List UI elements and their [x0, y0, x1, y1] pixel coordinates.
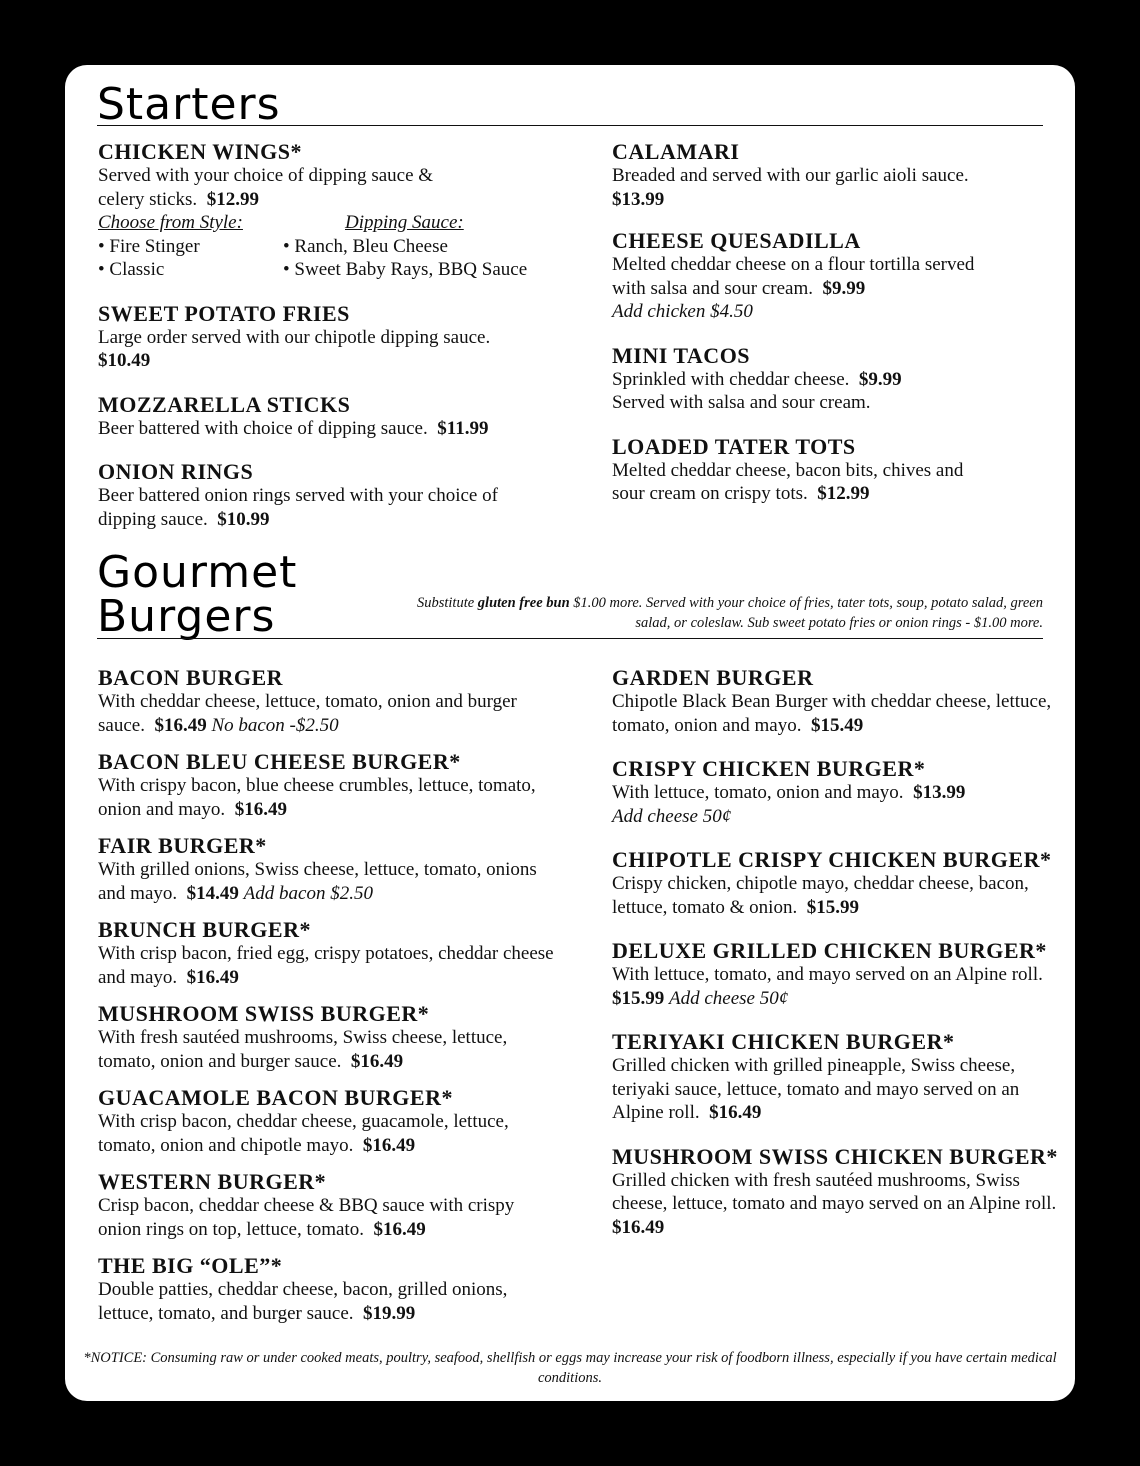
- style-option: • Fire Stinger: [98, 235, 200, 257]
- item-title: LOADED TATER TOTS: [612, 433, 856, 459]
- menu-item: [98, 666, 558, 737]
- menu-item: [612, 757, 1062, 828]
- item-desc-text: Double patties, cheddar cheese, bacon, grilled onions, lettuce, tomato, and burger sauce.: [98, 1279, 508, 1324]
- menu-item: [98, 1170, 558, 1241]
- menu-item: [612, 344, 997, 415]
- style-option: • Classic: [98, 259, 165, 280]
- menu-item: [612, 939, 1062, 1010]
- item-title: CALAMARI: [612, 139, 740, 164]
- item-addon: Add bacon $2.50: [243, 882, 373, 904]
- starters-divider: [97, 125, 1043, 126]
- item-price: $9.99: [822, 277, 866, 299]
- item-title: BACON BLEU CHEESE BURGER*: [98, 749, 461, 774]
- item-price: $16.49: [709, 1102, 762, 1123]
- item-title: DELUXE GRILLED CHICKEN BURGER*: [612, 938, 1047, 963]
- item-desc-text: Beer battered onion rings served with your choice of dipping sauce.: [98, 485, 498, 530]
- item-desc-text: With fresh sautéed mushrooms, Swiss cheese, lettuce, tomato, onion and burger sauce.: [98, 1027, 508, 1072]
- item-title: CHICKEN WINGS*: [98, 139, 303, 164]
- menu-item: [98, 302, 568, 373]
- sauce-header: Dipping Sauce:: [345, 212, 464, 233]
- item-description: [98, 417, 568, 441]
- item-price: $13.99: [612, 188, 665, 210]
- item-desc-text: With crisp bacon, fried egg, crispy potatoes, cheddar cheese and mayo.: [98, 943, 554, 988]
- item-price: $16.49: [350, 1050, 404, 1072]
- item-price: $13.99: [913, 782, 966, 803]
- item-description: [612, 781, 1062, 828]
- item-desc-text: Grilled chicken with grilled pineapple, Swiss cheese, teriyaki sauce, lettuce, tomato and mayo served on an Alpine roll.: [612, 1055, 1020, 1123]
- item-title: BRUNCH BURGER*: [98, 917, 311, 942]
- menu-item: [98, 1086, 558, 1157]
- item-desc-text: celery sticks.: [98, 188, 198, 210]
- menu-item: [612, 848, 1062, 919]
- burgers-right-column: [612, 666, 1062, 1239]
- starters-right-column: [612, 140, 997, 506]
- item-description: [98, 774, 558, 821]
- starters-left-column: [98, 140, 568, 531]
- item-price: $11.99: [437, 417, 489, 439]
- burgers-left-column: [98, 666, 558, 1325]
- item-desc-text: With grilled onions, Swiss cheese, lettuce, tomato, onions and mayo.: [98, 859, 537, 904]
- burgers-title-line1: Gourmet: [97, 547, 298, 598]
- item-title: THE BIG “OLE”*: [98, 1253, 283, 1278]
- item-price: $16.49: [154, 714, 207, 736]
- item-description: [98, 1110, 558, 1157]
- menu-item: [612, 666, 1062, 737]
- item-description: [612, 164, 997, 211]
- menu-item: [612, 1145, 1062, 1240]
- item-desc-text: Crisp bacon, cheddar cheese & BBQ sauce with crispy onion rings on top, lettuce, tomato.: [98, 1195, 515, 1240]
- item-description: [98, 1278, 558, 1325]
- item-desc-text: Served with salsa and sour cream.: [612, 392, 871, 413]
- note-text: $1.00 more. Served with your choice of fries, tater tots, soup, potato salad, green salad, or coleslaw. Sub sweet potato fries or onion rings - $1.00 more.: [573, 595, 1043, 631]
- note-gluten-free: gluten free bun: [477, 595, 570, 611]
- note-text: Substitute: [416, 595, 475, 611]
- item-price: $16.49: [234, 798, 287, 820]
- item-desc-text: Crispy chicken, chipotle mayo, cheddar cheese, bacon, lettuce, tomato & onion.: [612, 873, 1029, 918]
- item-description: [98, 1026, 558, 1073]
- item-desc-text: With cheddar cheese, lettuce, tomato, onion and burger sauce.: [98, 691, 517, 736]
- health-notice: *NOTICE: Consuming raw or under cooked meats, poultry, seafood, shellfish or eggs may increase your risk of foodborn illness, especially if you have certain medical conditions.: [83, 1350, 1057, 1386]
- item-price: $12.99: [817, 483, 870, 504]
- item-desc-text: With lettuce, tomato, and mayo served on an Alpine roll.: [612, 964, 1043, 985]
- item-desc-text: Melted cheddar cheese on a flour tortilla served with salsa and sour cream.: [612, 254, 975, 299]
- item-title: CHIPOTLE CRISPY CHICKEN BURGER*: [612, 847, 1052, 872]
- item-addon: No bacon -$2.50: [211, 714, 339, 736]
- item-description: [98, 942, 558, 989]
- item-addon: Add chicken $4.50: [612, 301, 753, 322]
- item-price: $15.99: [612, 987, 665, 1009]
- item-price: $16.49: [373, 1218, 426, 1240]
- item-desc-text: With lettuce, tomato, onion and mayo.: [612, 782, 904, 803]
- menu-item: [612, 140, 997, 211]
- item-description: [612, 963, 1062, 1010]
- starters-title: Starters: [97, 79, 281, 130]
- item-title: MINI TACOS: [612, 342, 751, 368]
- item-price: $10.99: [217, 508, 270, 530]
- sauce-option: • Ranch, Bleu Cheese: [283, 235, 448, 257]
- menu-item: [98, 460, 558, 531]
- item-price: $15.49: [810, 714, 864, 736]
- item-desc-text: Beer battered with choice of dipping sauce.: [98, 417, 428, 439]
- item-price: $16.49: [612, 1216, 665, 1238]
- item-title: TERIYAKI CHICKEN BURGER*: [612, 1029, 955, 1054]
- menu-item: [612, 1030, 1062, 1125]
- item-title: ONION RINGS: [98, 459, 254, 484]
- item-description: [612, 690, 1062, 737]
- burger-side-note: [383, 594, 1043, 633]
- item-desc-text: Chipotle Black Bean Burger with cheddar cheese, lettuce, tomato, onion and mayo.: [612, 691, 1052, 736]
- item-title: GARDEN BURGER: [612, 665, 814, 690]
- item-description: [98, 484, 558, 531]
- menu-item: [98, 834, 558, 905]
- item-desc-text: With crisp bacon, cheddar cheese, guacamole, lettuce, tomato, onion and chipotle mayo.: [98, 1111, 509, 1156]
- menu-item: [98, 393, 568, 441]
- item-description: [612, 459, 997, 506]
- item-price: $16.49: [362, 1134, 416, 1156]
- item-price: $12.99: [206, 188, 259, 210]
- item-price: $10.49: [98, 350, 151, 371]
- menu-item: [612, 435, 997, 506]
- item-title: MOZZARELLA STICKS: [98, 391, 351, 417]
- item-desc-text: Breaded and served with our garlic aioli sauce.: [612, 165, 969, 186]
- item-title: SWEET POTATO FRIES: [98, 300, 350, 326]
- menu-item: [98, 750, 558, 821]
- item-description: [612, 1169, 1062, 1240]
- sauce-option: • Sweet Baby Rays, BBQ Sauce: [283, 259, 528, 280]
- item-price: $9.99: [858, 368, 902, 390]
- item-title: BACON BURGER: [98, 665, 284, 690]
- item-title: FAIR BURGER*: [98, 833, 267, 858]
- menu-item: [612, 229, 997, 324]
- item-desc-text: Melted cheddar cheese, bacon bits, chives and sour cream on crispy tots.: [612, 459, 964, 504]
- item-addon: Add cheese 50¢: [612, 805, 732, 827]
- menu-item: [98, 918, 558, 989]
- item-description: [98, 858, 558, 905]
- menu-item: [98, 1254, 558, 1325]
- item-description: [98, 690, 558, 737]
- item-description: [612, 253, 997, 324]
- menu-item: [98, 1002, 558, 1073]
- item-desc-text: Grilled chicken with fresh sautéed mushrooms, Swiss cheese, lettuce, tomato and mayo served on an Alpine roll.: [612, 1169, 1057, 1214]
- item-desc-text: Sprinkled with cheddar cheese.: [612, 368, 850, 390]
- item-price: $16.49: [186, 966, 239, 988]
- menu-card: [65, 65, 1075, 1401]
- item-title: MUSHROOM SWISS BURGER*: [98, 1001, 430, 1026]
- item-desc-text: Large order served with our chipotle dipping sauce.: [98, 326, 491, 348]
- item-description: [98, 326, 568, 373]
- item-price: $19.99: [363, 1302, 416, 1324]
- menu-item: [98, 140, 568, 282]
- item-price: $15.99: [806, 896, 859, 918]
- burgers-divider: [97, 638, 1043, 639]
- style-header: Choose from Style:: [98, 212, 243, 233]
- item-description: [612, 368, 997, 415]
- wing-options: [98, 211, 568, 282]
- item-description: [612, 1054, 1062, 1125]
- item-title: WESTERN BURGER*: [98, 1169, 327, 1194]
- item-description: [612, 872, 1062, 919]
- item-desc-text: Served with your choice of dipping sauce &: [98, 165, 434, 186]
- item-title: MUSHROOM SWISS CHICKEN BURGER*: [612, 1143, 1058, 1169]
- item-title: GUACAMOLE BACON BURGER*: [98, 1085, 453, 1110]
- burgers-title-line2: Burgers: [97, 591, 276, 642]
- item-price: $14.49: [186, 882, 239, 904]
- item-addon: Add cheese 50¢: [669, 987, 789, 1009]
- item-description: [98, 164, 568, 211]
- item-desc-text: With crispy bacon, blue cheese crumbles, lettuce, tomato, onion and mayo.: [98, 775, 536, 820]
- item-title: CHEESE QUESADILLA: [612, 228, 861, 253]
- item-description: [98, 1194, 558, 1241]
- item-title: CRISPY CHICKEN BURGER*: [612, 756, 926, 781]
